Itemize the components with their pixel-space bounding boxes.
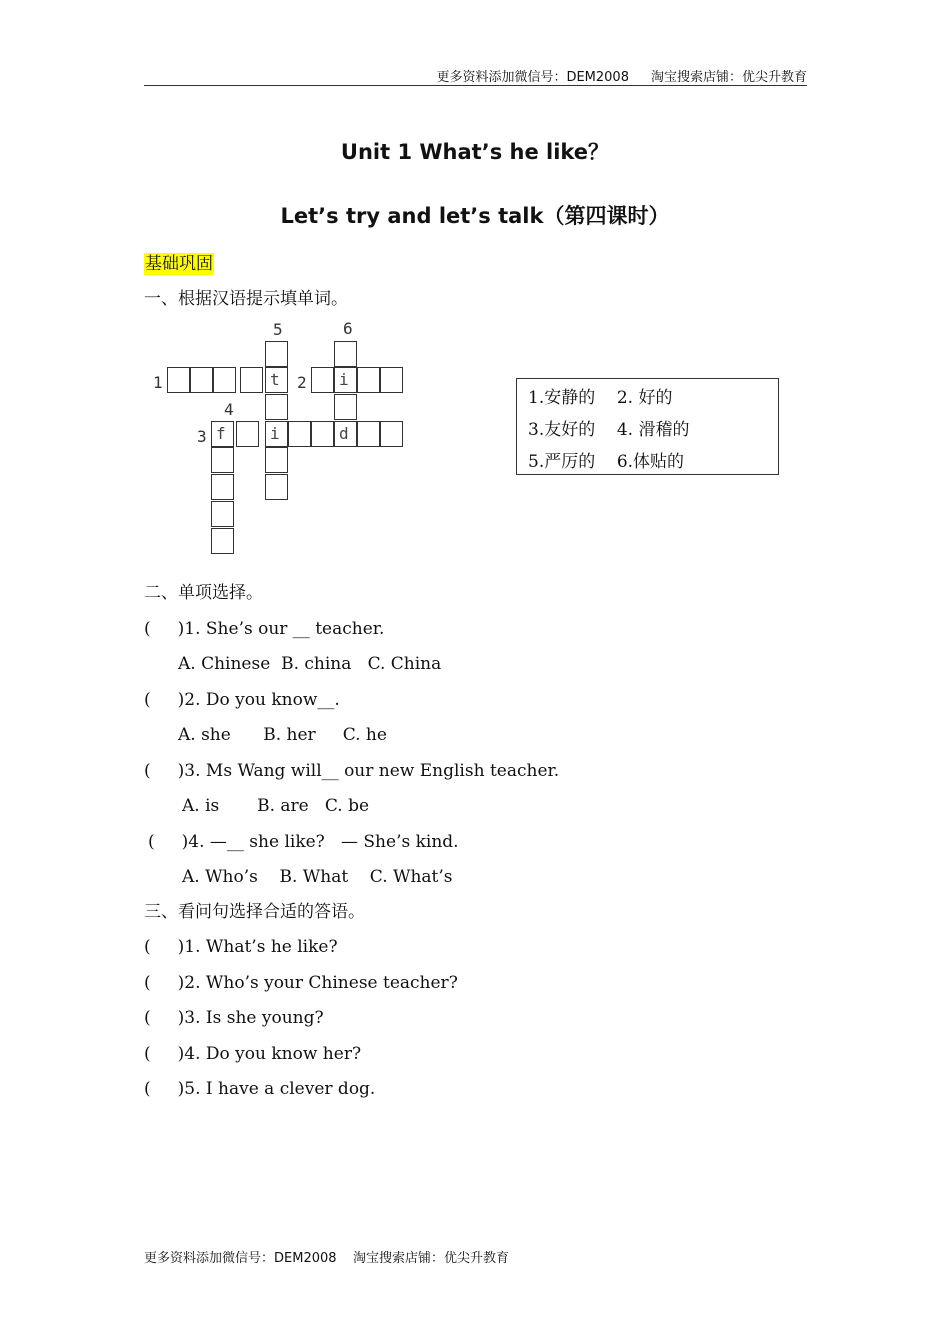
crossword-cell[interactable]: [357, 367, 380, 393]
crossword-cell-i[interactable]: i: [334, 367, 357, 393]
header-shop: 淘宝搜索店铺：优尖升教育: [650, 70, 807, 85]
clue-number-2: 2: [297, 373, 307, 392]
match-question-1: ( )1. What’s he like?: [144, 937, 338, 957]
clue-number-5: 5: [273, 320, 283, 339]
hint-row-1: 1.安静的 2. 好的: [528, 388, 673, 408]
header-wechat: 更多资料添加微信号：DEM2008: [436, 70, 629, 85]
clue-number-3: 3: [197, 427, 207, 446]
crossword-cell[interactable]: [265, 341, 288, 367]
crossword-cell[interactable]: [213, 367, 236, 393]
crossword-cell[interactable]: [357, 421, 380, 447]
crossword-cell[interactable]: [311, 367, 334, 393]
lesson-title: Let’s try and let’s talk（第四课时）: [280, 204, 670, 228]
mc-options-1: A. Chinese B. china C. China: [178, 654, 442, 674]
unit-title: Unit 1 What’s he like？: [340, 140, 610, 164]
crossword-cell-i[interactable]: i: [265, 421, 288, 447]
crossword-cell[interactable]: [167, 367, 190, 393]
crossword-cell[interactable]: [240, 367, 263, 393]
clue-number-1: 1: [153, 373, 163, 392]
hint-row-3: 5.严厉的 6.体贴的: [528, 452, 685, 472]
crossword-cell[interactable]: [380, 421, 403, 447]
crossword-cell-f[interactable]: f: [211, 421, 234, 447]
crossword-cell[interactable]: [211, 501, 234, 527]
match-question-2: ( )2. Who’s your Chinese teacher?: [144, 973, 458, 993]
crossword-cell[interactable]: [190, 367, 213, 393]
crossword-cell[interactable]: [380, 367, 403, 393]
mc-options-3: A. is B. are C. be: [182, 796, 370, 816]
mc-question-1: ( )1. She’s our __ teacher.: [144, 619, 385, 639]
hint-box: [516, 378, 779, 475]
part3-heading: 三、看问句选择合适的答语。: [144, 902, 365, 922]
match-question-5: ( )5. I have a clever dog.: [144, 1079, 376, 1099]
crossword-cell[interactable]: [265, 474, 288, 500]
clue-number-6: 6: [343, 319, 353, 338]
crossword-cell[interactable]: [265, 394, 288, 420]
mc-options-2: A. she B. her C. he: [178, 725, 387, 745]
match-question-4: ( )4. Do you know her?: [144, 1044, 362, 1064]
crossword-cell[interactable]: [334, 394, 357, 420]
mc-question-2: ( )2. Do you know__.: [144, 690, 340, 710]
crossword-cell[interactable]: [211, 528, 234, 554]
match-question-3: ( )3. Is she young?: [144, 1008, 324, 1028]
crossword-cell[interactable]: [311, 421, 334, 447]
crossword-cell-t[interactable]: t: [265, 367, 288, 393]
section-badge: 基础巩固: [145, 254, 213, 274]
crossword-cell[interactable]: [211, 447, 234, 473]
mc-options-4: A. Who’s B. What C. What’s: [182, 867, 453, 887]
crossword-cell[interactable]: [211, 474, 234, 500]
crossword-cell[interactable]: [265, 447, 288, 473]
crossword-cell[interactable]: [334, 341, 357, 367]
part2-heading: 二、单项选择。: [144, 583, 263, 603]
crossword-cell[interactable]: [236, 421, 259, 447]
crossword-cell-d[interactable]: d: [334, 421, 357, 447]
mc-question-4: ( )4. —__ she like? — She’s kind.: [148, 832, 459, 852]
hint-row-2: 3.友好的 4. 滑稽的: [528, 420, 690, 440]
crossword-cell[interactable]: [288, 421, 311, 447]
page-footer: 更多资料添加微信号：DEM2008 淘宝搜索店铺：优尖升教育: [144, 1251, 510, 1266]
clue-number-4: 4: [224, 400, 234, 419]
mc-question-3: ( )3. Ms Wang will__ our new English teacher.: [144, 761, 560, 781]
part1-heading: 一、根据汉语提示填单词。: [144, 289, 348, 309]
